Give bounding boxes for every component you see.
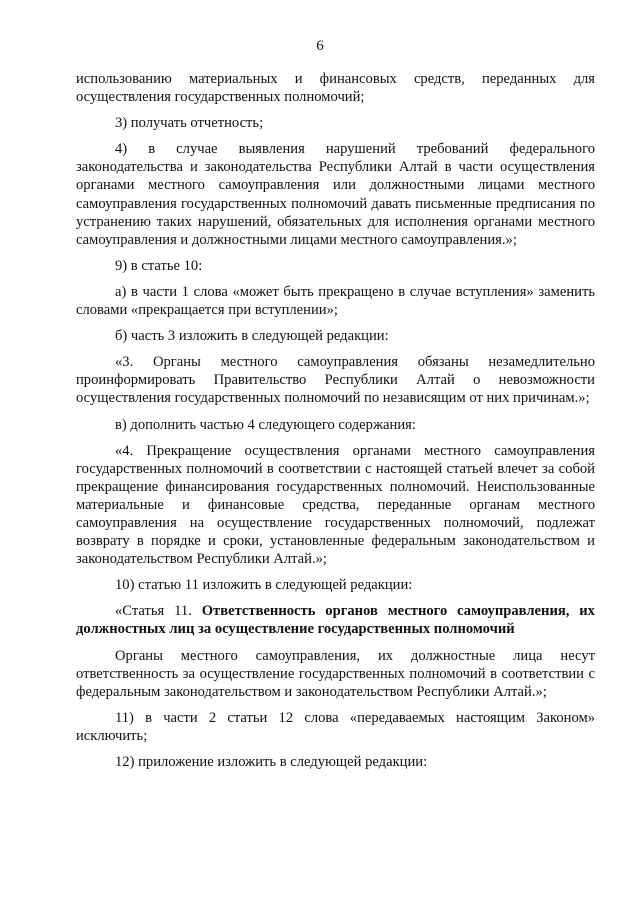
paragraph: 12) приложение изложить в следующей редакции: <box>115 754 428 770</box>
paragraph: 10) статью 11 изложить в следующей редакции: <box>115 577 413 594</box>
article-title: Ответственность органов местного самоуправления, их должностных лиц за осуществление государственных полномочий <box>76 603 595 638</box>
paragraph: Органы местного самоуправления, их должностные лица несут ответственность за осуществление государственных полномочий в соответствии с федеральным законодательством и законодательством Республики Алтай.»; <box>76 647 595 700</box>
paragraph: 3) получать отчетность; <box>115 115 264 132</box>
paragraph: в) дополнить частью 4 следующего содержания: <box>115 416 416 433</box>
paragraph: использованию материальных и финансовых средств, переданных для осуществления государственных полномочий; <box>76 71 595 106</box>
paragraph: а) в части 1 слова «может быть прекращено в случае вступления» заменить словами «прекращается при вступлении»; <box>76 283 595 319</box>
page-number: 6 <box>316 38 324 54</box>
paragraph: «4. Прекращение осуществления органами местного самоуправления государственных полномочий в соответствии с настоящей статьей влечет за собой прекращение финансирования государственных полномочий. Неиспользованные материальные и финансовые средства, переданные органам местного самоуправления на осуществление государственных полномочий, подлежат возврату в порядке и сроки, установленные федеральным законодательством и законодательством Республики Алтай.»; <box>76 442 595 568</box>
paragraph: 9) в статье 10: <box>115 257 203 274</box>
article-prefix: «Статья 11. <box>115 603 202 620</box>
paragraph: б) часть 3 изложить в следующей редакции: <box>115 328 389 345</box>
article-heading <box>76 602 595 638</box>
document-body <box>76 70 595 779</box>
paragraph: «3. Органы местного самоуправления обязаны незамедлительно проинформировать Правительство Республики Алтай о невозможности осуществления государственных полномочий по независящим от них причинам.»; <box>76 354 595 407</box>
paragraph: 4) в случае выявления нарушений требований федерального законодательства и законодательства Республики Алтай в части осуществления органами местного самоуправления или должностными лицами местного самоуправления государственных полномочий давать письменные предписания по устранению таких нарушений, обязательных для исполнения органами местного самоуправления и должностными лицами местного самоуправления.»; <box>76 141 595 248</box>
paragraph: 11) в части 2 статьи 12 слова «передаваемых настоящим Законом» исключить; <box>76 709 595 744</box>
